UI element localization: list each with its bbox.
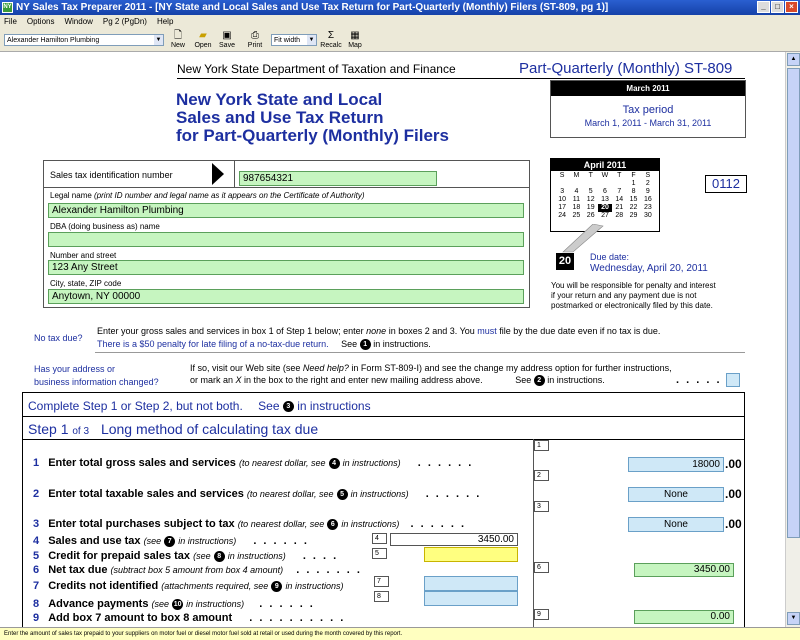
instruction-ref-1: 1 [360,339,371,350]
instruction-ref: 4 [329,458,340,469]
new-button[interactable] [165,30,191,49]
line-number: 5 [33,550,40,562]
box-number: 9 [534,609,549,620]
line-9 [33,612,345,624]
line-7-field[interactable] [424,576,518,591]
recalc-button[interactable] [318,30,344,49]
save-label: Save [219,42,235,49]
cal-date[interactable]: 30 [643,212,652,219]
legal-name-label [50,191,365,200]
chevron-down-icon: ▼ [308,37,315,43]
step-note-see: See [258,399,280,413]
address-text: If so, visit our Web site (see [190,363,303,373]
line-4 [33,535,309,547]
line-number: 4 [33,535,40,547]
calendar-pointer [555,224,605,254]
step-note-end: in instructions [297,399,371,413]
line-note: in instructions) [186,599,245,609]
cal-date[interactable]: 12 [586,196,595,203]
address-text: in the box to the right and enter new mailing address above. [241,375,483,385]
due-label: Due date: [590,252,630,262]
save-button[interactable] [214,30,240,49]
cal-date[interactable]: 11 [572,196,581,203]
print-button[interactable] [242,30,268,49]
address-changed-line: business information changed? [34,377,159,387]
map-label: Map [348,42,362,49]
dba-field[interactable] [48,232,524,247]
cal-date[interactable]: 5 [588,188,593,195]
scroll-up-icon[interactable]: ▲ [787,53,800,66]
tax-period-range: March 1, 2011 - March 31, 2011 [584,118,712,128]
line-3 [33,518,466,530]
divider [533,439,534,627]
folder-icon: ▰ [199,30,207,41]
cal-date[interactable]: 6 [603,188,607,195]
dba-label: DBA (doing business as) name [50,222,160,231]
line-number: 9 [33,612,40,624]
arrow-right-icon [212,163,224,185]
close-button[interactable]: × [785,1,798,13]
instruction-ref: 10 [173,600,182,608]
line-label: Add box 7 amount to box 8 amount [48,612,233,624]
city-label: City, state, ZIP code [50,279,122,288]
tax-period-month[interactable]: March 2011 [551,81,745,96]
no-tax-text: in boxes 2 and 3. You [386,326,478,336]
address-changed-line: Has your address or [34,364,116,374]
client-select-value: Alexander Hamilton Plumbing [7,37,100,44]
line-label: Enter total taxable sales and services [48,488,244,500]
instruction-ref: 6 [327,519,338,530]
line-6-field[interactable]: 3450.00 [634,563,734,577]
cal-date[interactable]: 21 [615,204,624,211]
chevron-down-icon: ▼ [155,37,162,43]
cal-date[interactable]: 2 [645,180,650,187]
cal-date[interactable]: 4 [574,188,579,195]
scroll-down-icon[interactable]: ▼ [787,612,800,625]
no-tax-must: must [477,326,497,336]
street-field[interactable]: 123 Any Street [48,260,524,275]
leader-dots: . . . . . . . . . . [249,612,346,624]
divider [22,439,745,440]
instruction-ref-3: 3 [283,401,294,412]
street-label: Number and street [50,251,117,260]
leader-dots: . . . . . . [253,535,309,547]
form-page [0,52,785,627]
status-bar: Enter the amount of sales tax prepaid to your suppliers on motor fuel or diesel motor fuel sold at retail or used during the month covered by this report. [0,627,800,640]
cal-date[interactable]: 17 [558,204,567,211]
line-label: Enter total gross sales and services [48,457,236,469]
divider [43,187,530,188]
tax-period-label: Tax period [622,104,674,116]
leader-dots: . . . . . . . [296,564,362,576]
recalc-label: Recalc [320,42,342,49]
line-note: in instructions) [350,489,409,499]
line-number: 7 [33,580,40,592]
address-instructions-2 [190,375,605,386]
line-note: in instructions) [178,536,237,546]
client-select[interactable] [4,34,164,46]
address-text: in Form ST-809-I) and see the change my address option for further instructions, [348,363,672,373]
box-number: 8 [374,591,389,602]
line-number: 8 [33,598,40,610]
need-help-link[interactable]: Need help? [302,363,349,373]
line-label: Sales and use tax [48,535,141,547]
no-tax-none: none [366,326,387,336]
cal-day-header: F [631,172,636,179]
id-label: Sales tax identification number [50,170,173,180]
cal-date[interactable]: 3 [560,188,565,195]
cal-date[interactable]: 26 [586,212,595,219]
legal-name-label-text: Legal name [50,191,95,200]
line-8 [33,598,315,610]
cents: .00 [725,487,742,501]
box-number: 4 [372,533,387,544]
instruction-ref: 7 [164,536,175,547]
line-label: Credits not identified [48,580,159,592]
instruction-ref: 8 [214,551,225,562]
cal-date[interactable]: 16 [643,196,652,203]
toolbar [0,28,800,52]
line-note: in instructions) [342,458,401,468]
cal-date[interactable]: 28 [615,212,624,219]
line-note: (to nearest dollar, see [237,519,325,529]
line-note: in instructions) [285,581,344,591]
form-title-line1: New York State and Local [176,90,383,109]
line-3-field[interactable]: None [628,517,724,532]
cents: .00 [725,457,742,471]
leader-dots: . . . . . . [259,598,315,610]
cal-date-selected[interactable]: 20 [598,204,612,212]
maximize-button[interactable]: □ [771,1,784,13]
step1-desc: Long method of calculating tax due [100,421,319,437]
map-button[interactable] [342,30,368,49]
menu-file[interactable]: File [4,17,17,26]
line-9-field[interactable]: 0.00 [634,610,734,624]
line-note: (to nearest dollar, see [246,489,334,499]
line-label: Enter total purchases subject to tax [48,518,235,530]
zoom-value: Fit width [274,37,301,44]
scrollbar-thumb[interactable] [787,68,800,538]
line-label: Advance payments [48,598,149,610]
legal-name-label-note: (print ID number and legal name as it appears on the Certificate of Authority) [94,191,365,200]
step-note [28,399,371,413]
cal-date[interactable]: 1 [631,180,636,187]
cal-date[interactable]: 9 [645,188,650,195]
form-title-line2: Sales and Use Tax Return [176,108,384,127]
line-5 [33,550,338,562]
vertical-scrollbar[interactable] [785,52,800,627]
cal-day-header: S [559,172,565,179]
in-instructions: in instructions. [373,339,431,349]
header-rule [177,78,745,79]
no-tax-text: Enter your gross sales and services in box 1 of Step 1 below; enter [97,326,367,336]
cal-date[interactable]: 8 [631,188,636,195]
due-day-badge: 20 [556,253,574,270]
instruction-ref-2: 2 [534,375,545,386]
no-tax-label: No tax due? [34,333,83,343]
minimize-button[interactable]: _ [757,1,770,13]
line-note: (to nearest dollar, see [238,458,326,468]
app-icon: NY [2,2,13,13]
line-5-field[interactable] [424,547,518,562]
line-7 [33,580,343,592]
in-instructions: in instructions. [547,375,605,385]
box-number: 2 [534,470,549,481]
cal-date[interactable]: 18 [572,204,581,211]
line-note: (see [151,599,170,609]
open-button[interactable] [190,30,216,49]
cal-date[interactable]: 22 [629,204,638,211]
sigma-icon: Σ [327,30,335,41]
form-id: Part-Quarterly (Monthly) ST-809 [519,60,733,77]
line-number: 3 [33,518,40,530]
leader-dots: . . . . . . [425,488,482,500]
cal-date[interactable]: 10 [558,196,567,203]
line-note: (see [193,551,211,561]
see-text: See [341,339,358,349]
cal-date[interactable]: 27 [601,212,609,219]
leader-dots: . . . . . . [417,457,474,469]
line-2 [33,488,481,500]
line-2-field[interactable]: None [628,487,724,502]
line-4-field[interactable]: 3450.00 [390,533,518,546]
line-number: 2 [33,488,40,500]
city-field[interactable]: Anytown, NY 00000 [48,289,524,304]
cal-day-header: T [588,172,593,179]
instruction-ref: 5 [337,489,348,500]
form-code: 0112 [705,175,747,193]
box-number: 6 [534,562,549,573]
no-tax-text: file by the due date even if no tax is due. [496,326,661,336]
leader-dots: . . . . . [676,374,722,386]
form-title-line3: for Part-Quarterly (Monthly) Filers [176,126,449,145]
cal-date[interactable]: 29 [629,212,638,219]
leader-dots: . . . . [302,550,339,562]
address-text: or mark an [190,375,236,385]
calendar-grid [555,172,655,220]
cal-date[interactable]: 19 [586,204,595,211]
instruction-ref: 9 [271,581,282,592]
no-tax-penalty: There is a $50 penalty for late filing of a no-tax-due return. [97,339,329,349]
line-6 [33,564,362,576]
new-label: New [170,42,185,49]
line-1-field[interactable]: 18000 [628,457,724,472]
print-label: Print [247,42,263,49]
no-tax-penalty-line [97,339,431,350]
window-title: NY Sales Tax Preparer 2011 - [NY State and Local Sales and Use Tax Return for Part-Quarterly (Monthly) Filers (ST-809, pg 1)] [16,2,609,13]
cal-date[interactable]: 24 [558,212,567,219]
disk-icon: ▣ [222,30,232,41]
box-number: 3 [534,501,549,512]
divider [95,352,745,353]
cal-day-header: W [601,172,609,179]
line-note: in instructions) [227,551,286,561]
step-note-text: Complete Step 1 or Step 2, but not both. [28,399,243,413]
line-8-field[interactable] [424,591,518,606]
address-changed-checkbox[interactable] [726,373,740,387]
penalty-note-line: postmarked or electronically filed by this date. [551,301,713,310]
legal-name-field[interactable]: Alexander Hamilton Plumbing [48,203,524,218]
line-number: 6 [33,564,40,576]
cents: .00 [725,517,742,531]
address-x: X [235,375,242,385]
divider [22,416,745,417]
step1-heading [28,421,318,437]
see-text: See [515,375,532,385]
address-changed-label [34,363,159,389]
step1-title: Step 1 [28,421,69,437]
cal-date[interactable]: 15 [629,196,638,203]
form-title [176,91,449,145]
menu-options[interactable]: Options [26,17,55,26]
penalty-note-line: You will be responsible for penalty and interest [551,281,716,290]
divider [234,160,235,187]
zoom-select[interactable] [271,34,317,46]
cal-date[interactable]: 14 [615,196,624,203]
menubar [0,15,800,28]
agency-name: New York State Department of Taxation and Finance [177,62,456,76]
penalty-note-line: if your return and any payment due is not [551,291,697,300]
cal-day-header: M [573,172,580,179]
cal-date[interactable]: 25 [572,212,581,219]
due-calendar [550,158,660,232]
line-note: (subtract box 5 amount from box 4 amount) [110,565,284,575]
cal-day-header: T [617,172,622,179]
cal-date[interactable]: 7 [617,188,622,195]
line-label: Credit for prepaid sales tax [48,550,191,562]
open-label: Open [194,42,212,49]
menu-window[interactable]: Window [64,17,93,26]
leader-dots: . . . . . . [410,518,467,530]
box-number: 5 [372,548,387,559]
address-instructions-1 [190,363,672,373]
line-1 [33,457,473,469]
step1-of: of 3 [72,426,90,437]
box-number: 1 [534,440,549,451]
printer-icon: ⎙ [251,30,259,41]
tax-period-box [550,80,746,138]
no-tax-instructions [97,326,660,336]
line-label: Net tax due [48,564,108,576]
cal-date[interactable]: 23 [643,204,652,211]
window-titlebar [0,0,800,15]
menu-help[interactable]: Help [156,17,174,26]
line-note: (attachments required, see [161,581,269,591]
calendar-title: April 2011 [551,159,659,171]
penalty-note [551,281,716,311]
cal-date[interactable]: 13 [601,196,609,203]
line-note: in instructions) [341,519,400,529]
due-date: Wednesday, April 20, 2011 [590,263,708,274]
box-number: 7 [374,576,389,587]
menu-pg2[interactable]: Pg 2 (PgDn) [102,17,147,26]
line-note: (see [143,536,162,546]
cal-day-header: S [645,172,651,179]
new-file-icon: 🗋 [173,30,183,41]
line-number: 1 [33,457,40,469]
id-field[interactable]: 987654321 [239,171,437,186]
map-icon: ▦ [350,30,360,41]
